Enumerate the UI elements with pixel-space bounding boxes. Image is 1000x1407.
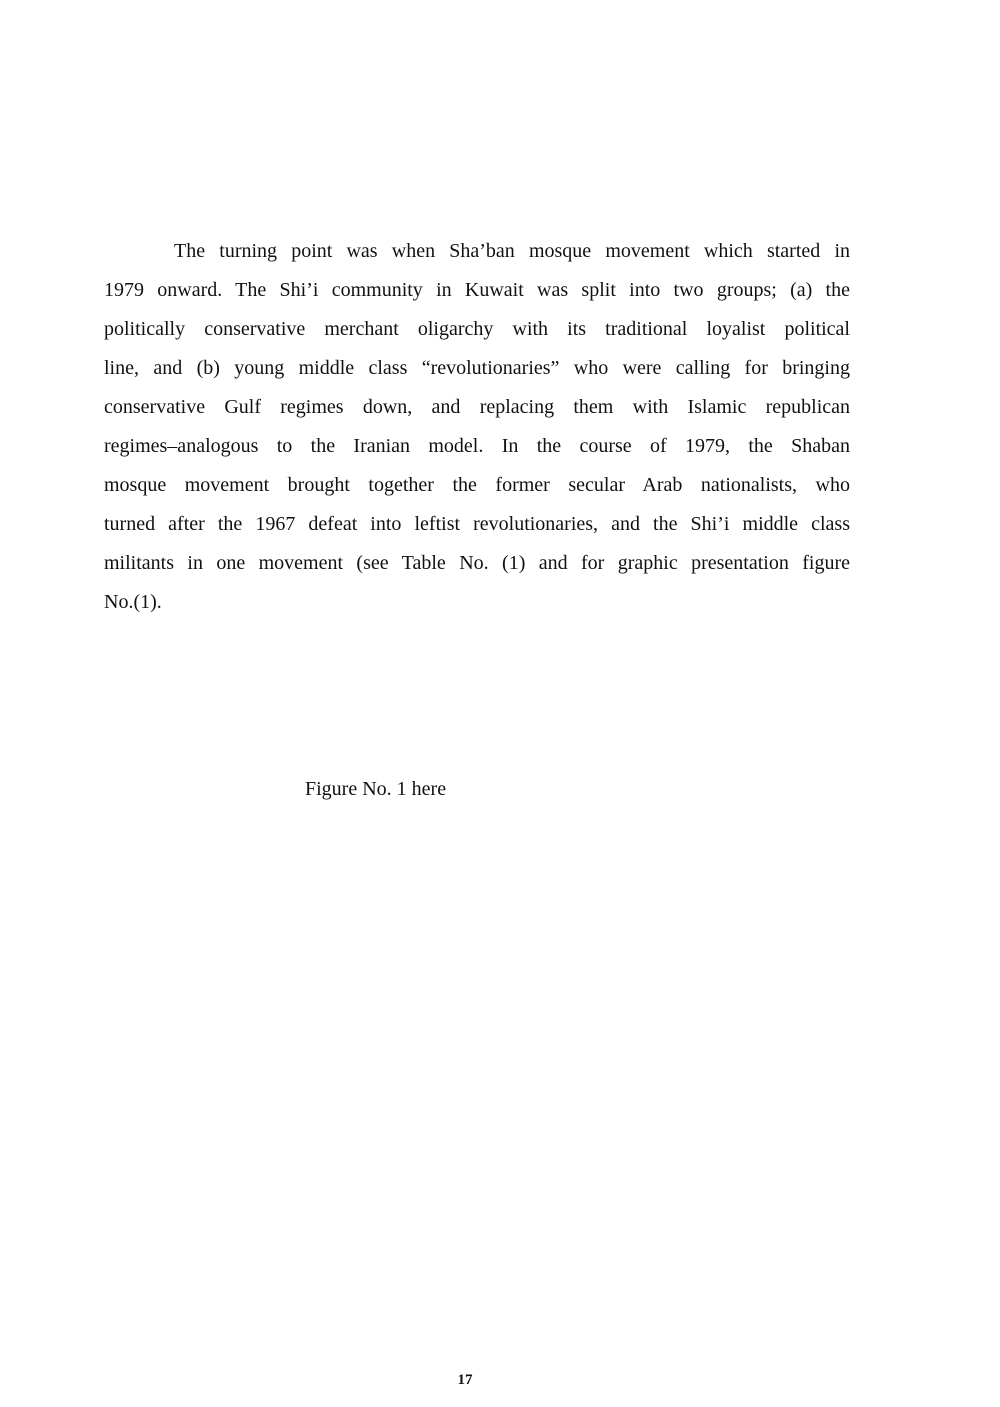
paragraph-line: militants in one movement (see Table No. (1) and for graphic presentation figure	[104, 552, 850, 574]
paragraph-line: mosque movement brought together the former secular Arab nationalists, who	[104, 474, 850, 496]
page-number: 17	[457, 1372, 473, 1388]
body-paragraph	[104, 232, 850, 622]
paragraph-line: conservative Gulf regimes down, and replacing them with Islamic republican	[104, 396, 850, 418]
paragraph-line: regimes–analogous to the Iranian model. In the course of 1979, the Shaban	[104, 435, 850, 457]
paragraph-line: The turning point was when Sha’ban mosque movement which started in	[174, 240, 850, 262]
paragraph-line: politically conservative merchant oligarchy with its traditional loyalist political	[104, 318, 850, 340]
figure-placeholder: Figure No. 1 here	[305, 778, 447, 800]
paragraph-line: turned after the 1967 defeat into leftist revolutionaries, and the Shi’i middle class	[104, 513, 850, 535]
paragraph-line: No.(1).	[104, 591, 162, 613]
paragraph-line: 1979 onward. The Shi’i community in Kuwait was split into two groups; (a) the	[104, 279, 850, 301]
paragraph-line: line, and (b) young middle class “revolutionaries” who were calling for bringing	[104, 357, 850, 379]
